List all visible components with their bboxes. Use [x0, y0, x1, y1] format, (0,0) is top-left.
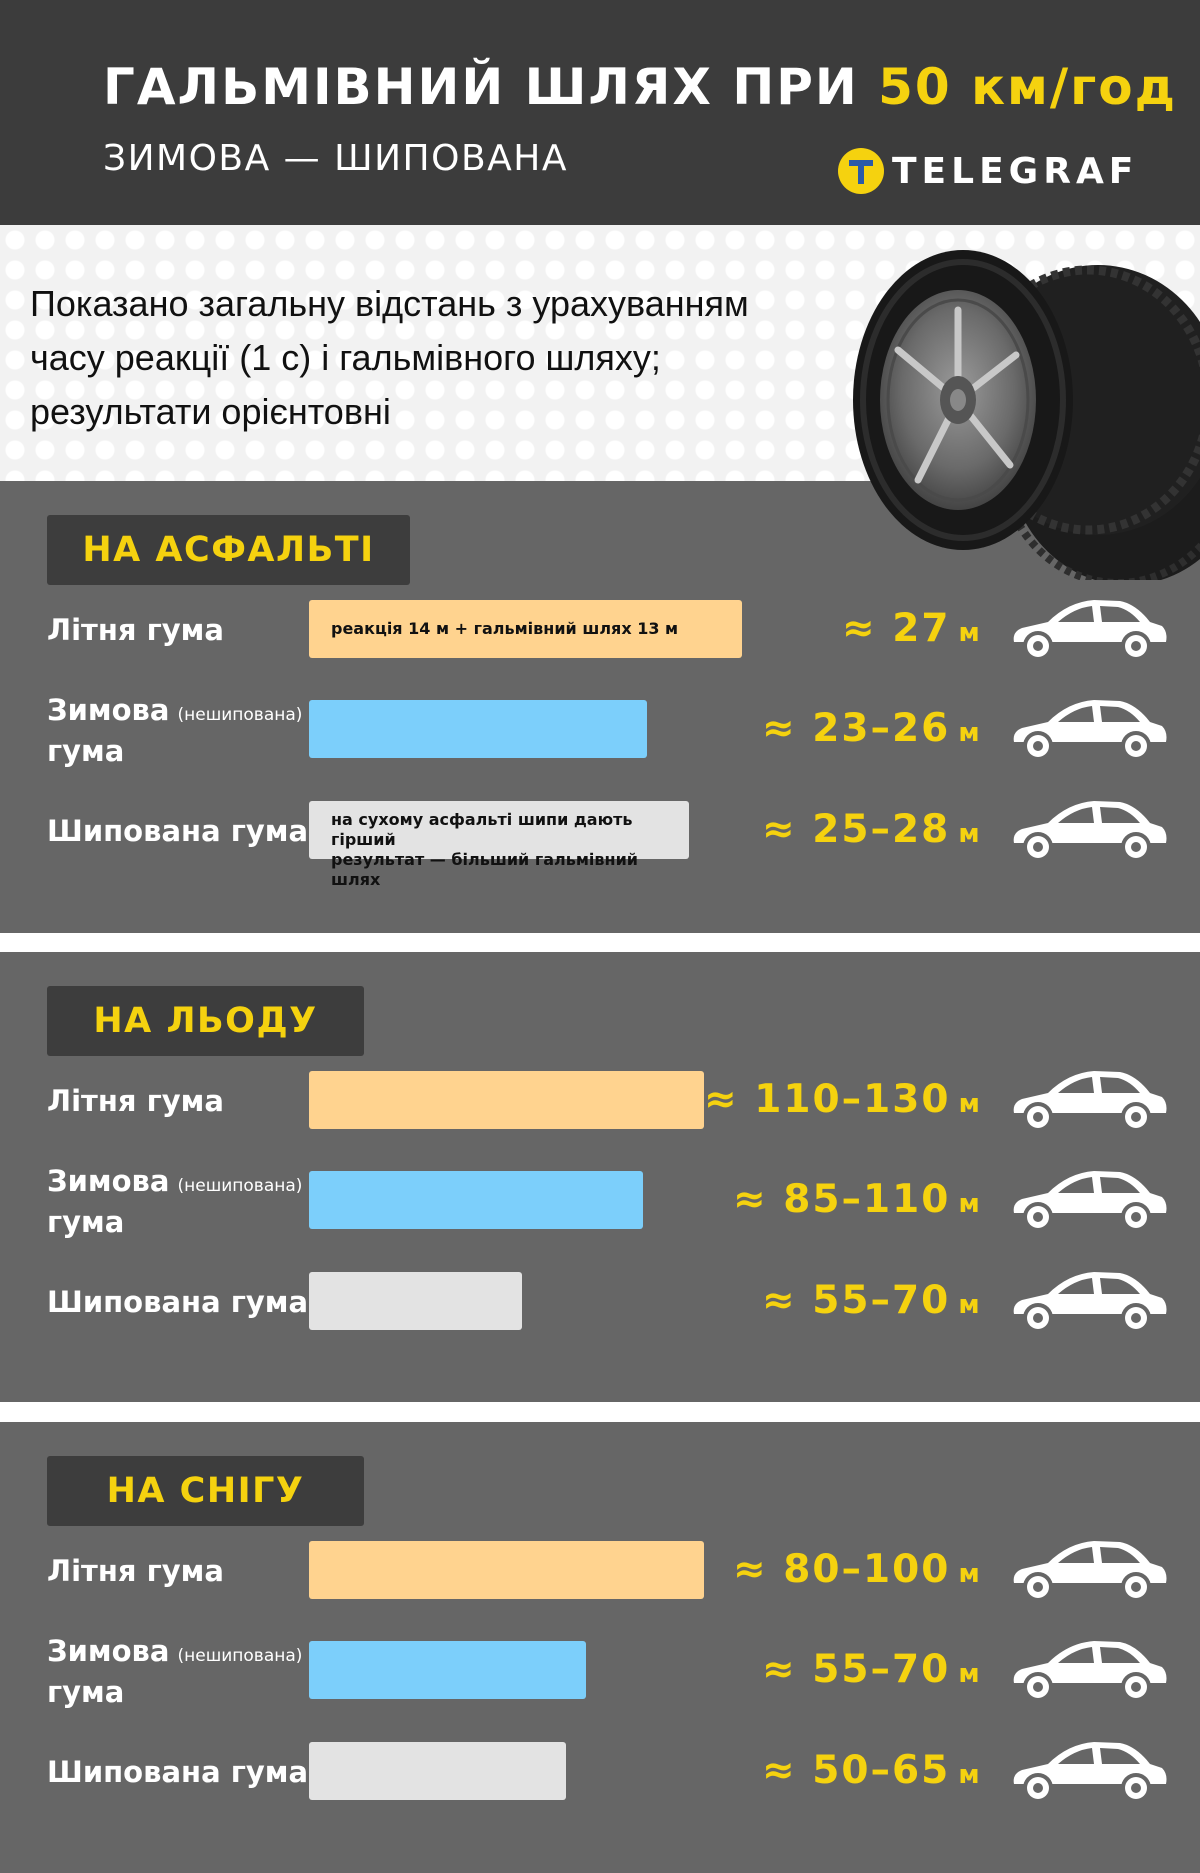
distance-unit: м	[958, 1290, 982, 1320]
label-main: Літня гума	[47, 1084, 224, 1118]
distance-unit: м	[958, 819, 982, 849]
intro-line-1: Показано загальну відстань з урахуванням	[30, 283, 749, 324]
section-title: НА СНІГУ	[47, 1456, 364, 1526]
tire-type-label	[47, 692, 302, 769]
tire-type-label	[47, 1754, 308, 1790]
bar-note	[331, 810, 689, 890]
title-speed: 50 км/год	[878, 58, 1178, 116]
bar-studded	[309, 1272, 522, 1330]
tire-type-label	[47, 612, 224, 648]
label-main: Зимова	[47, 693, 170, 727]
header	[0, 0, 1200, 225]
distance-value	[733, 1177, 982, 1222]
label-main: Зимова	[47, 1164, 170, 1198]
chart-row	[0, 592, 1200, 666]
car-icon	[1008, 1533, 1170, 1607]
page-title	[103, 58, 1177, 116]
distance-number: ≈ 27	[842, 606, 951, 651]
label-qualifier: (нешипована)	[177, 705, 303, 725]
intro-text	[30, 277, 870, 439]
distance-value	[842, 606, 982, 651]
distance-unit: м	[958, 718, 982, 748]
distance-unit: м	[958, 1559, 982, 1589]
distance-number: ≈ 80–100	[733, 1547, 951, 1592]
tire-type-label	[47, 813, 308, 849]
distance-value	[762, 1748, 982, 1793]
bar-winter	[309, 1641, 586, 1699]
distance-value	[704, 1077, 982, 1122]
chart-row	[0, 1063, 1200, 1137]
chart-row	[0, 1734, 1200, 1808]
bar-summer	[309, 1541, 704, 1599]
distance-number: ≈ 23–26	[762, 706, 951, 751]
tire-type-label	[47, 1633, 302, 1710]
car-icon	[1008, 1633, 1170, 1707]
car-icon	[1008, 1163, 1170, 1237]
chart-row	[0, 793, 1200, 889]
bar-summer	[309, 600, 742, 658]
label-main: Шипована гума	[47, 814, 309, 848]
label-qualifier: (нешипована)	[177, 1646, 303, 1666]
car-icon	[1008, 1734, 1170, 1808]
distance-unit: м	[958, 1659, 982, 1689]
section-title: НА АСФАЛЬТІ	[47, 515, 410, 585]
distance-unit: м	[958, 618, 982, 648]
distance-number: ≈ 110–130	[704, 1077, 951, 1122]
distance-number: ≈ 55–70	[762, 1278, 951, 1323]
label-qualifier: (нешипована)	[177, 1176, 303, 1196]
chart-row	[0, 692, 1200, 766]
distance-number: ≈ 55–70	[762, 1647, 951, 1692]
bar-note-line: на сухому асфальті шипи дають гірший	[331, 810, 633, 849]
telegraf-logo	[838, 146, 1138, 196]
logo-text: TELEGRAF	[892, 150, 1139, 192]
car-icon	[1008, 692, 1170, 766]
chart-row	[0, 1264, 1200, 1338]
section-snow	[0, 1422, 1200, 1873]
tire-type-label	[47, 1284, 308, 1320]
distance-value	[733, 1547, 982, 1592]
bar-note-line: реакція 14 м + гальмівний шлях 13 м	[331, 619, 679, 638]
distance-value	[762, 1647, 982, 1692]
distance-number: ≈ 50–65	[762, 1748, 951, 1793]
label-second-line: гума	[47, 1205, 125, 1239]
car-icon	[1008, 1063, 1170, 1137]
label-main: Зимова	[47, 1634, 170, 1668]
telegraf-logo-icon	[838, 148, 884, 194]
distance-number: ≈ 85–110	[733, 1177, 951, 1222]
section-title: НА ЛЬОДУ	[47, 986, 364, 1056]
distance-unit: м	[958, 1089, 982, 1119]
tire-type-label	[47, 1163, 302, 1240]
label-main: Шипована гума	[47, 1285, 309, 1319]
page-subtitle: ЗИМОВА — ШИПОВАНА	[103, 138, 568, 179]
distance-unit: м	[958, 1189, 982, 1219]
bar-winter	[309, 700, 647, 758]
intro-line-3: результати орієнтовні	[30, 391, 391, 432]
label-main: Шипована гума	[47, 1755, 309, 1789]
distance-number: ≈ 25–28	[762, 807, 951, 852]
tire-type-label	[47, 1083, 224, 1119]
label-second-line: гума	[47, 1675, 125, 1709]
label-main: Літня гума	[47, 613, 224, 647]
bar-summer	[309, 1071, 704, 1129]
chart-row	[0, 1633, 1200, 1707]
chart-row	[0, 1533, 1200, 1607]
distance-value	[762, 807, 982, 852]
bar-note-line: результат — більший гальмівний шлях	[331, 850, 638, 889]
car-icon	[1008, 793, 1170, 867]
chart-row	[0, 1163, 1200, 1237]
bar-studded	[309, 801, 689, 889]
tire-image	[848, 240, 1200, 580]
car-icon	[1008, 592, 1170, 666]
label-main: Літня гума	[47, 1554, 224, 1588]
car-icon	[1008, 1264, 1170, 1338]
tire-type-label	[47, 1553, 224, 1589]
bar-note	[331, 619, 678, 639]
bar-studded	[309, 1742, 566, 1800]
bar-winter	[309, 1171, 643, 1229]
distance-value	[762, 706, 982, 751]
title-main: ГАЛЬМІВНИЙ ШЛЯХ ПРИ	[103, 58, 859, 116]
distance-value	[762, 1278, 982, 1323]
section-ice	[0, 952, 1200, 1402]
label-second-line: гума	[47, 734, 125, 768]
distance-unit: м	[958, 1760, 982, 1790]
intro-line-2: часу реакції (1 с) і гальмівного шляху;	[30, 337, 661, 378]
